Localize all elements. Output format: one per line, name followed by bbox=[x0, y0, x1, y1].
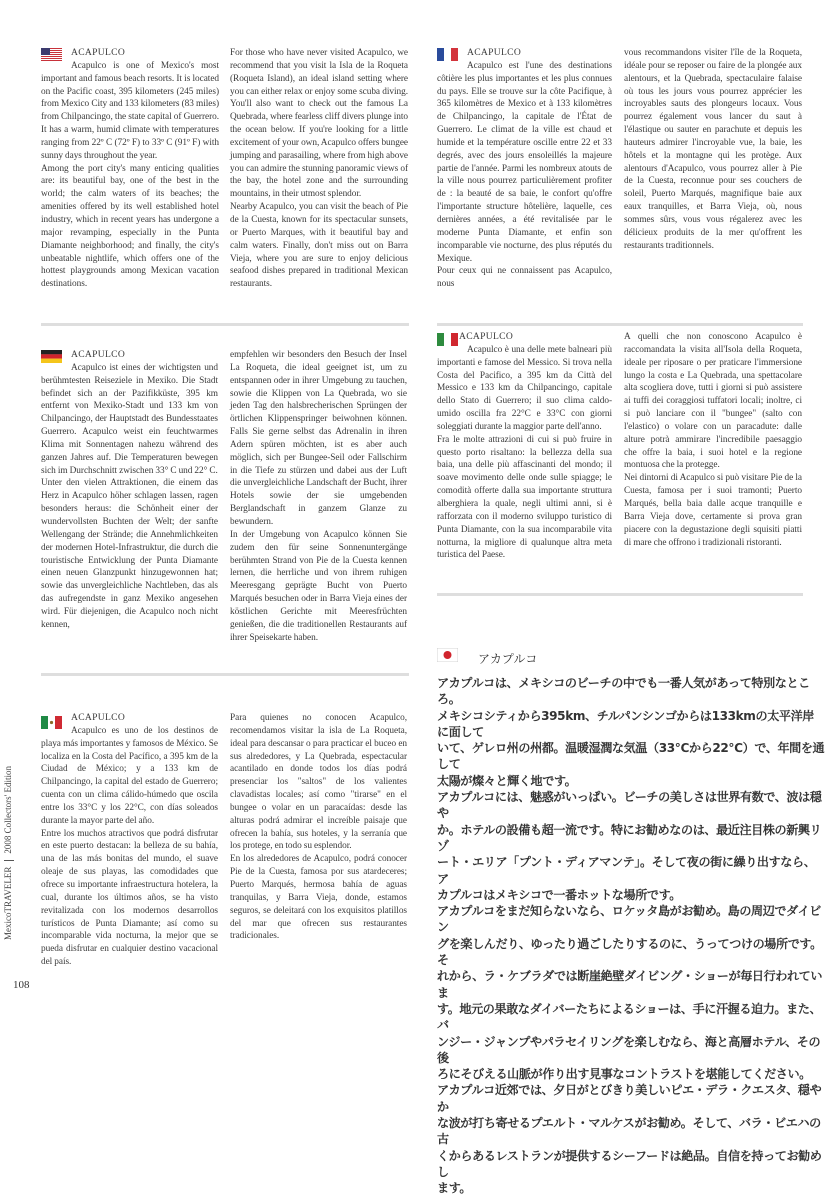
paragraph: Among the port city's many enticing qualities are: its beautiful bay, one of the best in the world; the calm waters of its beaches; the amenities offered by its well established hotel industry, which in recent years has undergone a major revamping, especially in the Punta Diamante neighborhood; and finally, the city's unbeatable nightlife, which offers one of the hottest playgrounds among Mexican vacation destinations. bbox=[41, 163, 219, 290]
divider bbox=[437, 593, 803, 596]
section-title: アカプルコ bbox=[478, 652, 538, 666]
text-line: アカプルコは、メキシコのビーチの中でも一番人気があって特別なところ。 bbox=[437, 676, 810, 707]
section-title: ACAPULCO bbox=[467, 47, 522, 58]
paragraph: Nearby Acapulco, you can visit the beach of Pie de la Cuesta, known for its spectacular sunsets, or Puerto Marques, with it beautiful bay and calm waters. Finally, don't miss out on Barra Vieja, where you are sure to enjoy delicious seafood dishes prepared in traditional Mexican restaurants. bbox=[230, 202, 408, 290]
french-column-2 bbox=[624, 47, 802, 253]
paragraph: Acapulco is one of Mexico's most important and famous beach resorts. It is located on the Pacific coast, 395 kilometers (245 miles) from Mexico City and 133 kilometers (83 miles) from Chilpancingo, the state capital of Guerrero. It has a warm, humid climate with temperatures ranging from 22º C (72º F) to 33º C (91º F) with sunny days throughout the year. bbox=[41, 60, 219, 161]
text-line: ンジー・ジャンプやパラセイリングを楽しむなら、海と高層ホテル、その後 bbox=[437, 1034, 821, 1065]
paragraph: A quelli che non conoscono Acapulco è raccomandata la visita all'Isola della Roqueta, ideale per riposare o per praticare l'immersione lungo la costa e La Quebrada, una spettacolare alta scogliera dove, tutti i giorni si può assistere ai tuffi dei coraggiosi tuffatori locali; inoltre, ci si può lanciare con il "bungee" (salto con l'elastico) o volare con un paracadute: dalle alture potrà ammirare l'incredibile paesaggio che offre la baia, i suoi hotel e la regione montuosa che la protegge. bbox=[624, 332, 802, 471]
text-line: な波が打ち寄せるプエルト・マルケスがお勧め。そして、バラ・ビエハの古 bbox=[437, 1116, 821, 1147]
italian-column-2 bbox=[624, 331, 802, 549]
japanese-text bbox=[437, 675, 825, 1197]
text-line: いて、ゲレロ州の州都。温暖湿潤な気温（33℃から22℃）で、年間を通して bbox=[437, 741, 825, 772]
paragraph: Entre los muchos atractivos que podrá disfrutar en este puerto destacan: la belleza de su bahía, una de las más bonitas del mundo, el suave oleaje de sus playas, las comodidades que ofrece su importante infraestructura hotelera, la cual, durante los últimos años, se ha visto revitalizada con los modernos desarrollos turísticos de Punta Diamante; así como su incomparable vida nocturna, la mejor que se pueda disfrutar en cualquier destino vacacional del país. bbox=[41, 828, 218, 968]
section-title: ACAPULCO bbox=[71, 349, 126, 360]
german-column-1 bbox=[41, 349, 218, 632]
section-title: ACAPULCO bbox=[71, 47, 126, 58]
paragraph: Unter den vielen Attraktionen, die einem das Herz in Acapulco höher schlagen lassen, ragen besonders heraus: die Schönheit einer der wundervollsten Buchten der Welt; der sanfte Wellengang der Strände; die Annehmlichkeiten der modernen Hotel-Infrastruktur, die durch die touristische Entwicklung der Punta Diamante einen neuen Glanzpunkt hinzugewonnen hat; sowie das unvergleichliche Nachtleben, das als das aufregendste in ganz Mexiko angesehen wird. Für diejenigen, die Acapulco noch nicht kennen, bbox=[41, 478, 218, 630]
paragraph: vous recommandons visiter l'île de la Roqueta, idéale pour se reposer ou faire de la plongée aux alentours, et la Quebrada, spectaculaire falaise où tous les jours vous pourrez apprécier les incroyables sauts des plongeurs locaux. Vous pourrez également vous lancer du saut à l'élastique ou sauter en parachute et depuis les hauteurs admirer l'incroyable vue, la baie, les hôtels et la montagne qui les protège. Aux alentours d'Acapulco, vous pourrez aller à Pie de la Cuesta, reconnue pour ses couchers de soleil, Puerto Marqués, magnifique baie aux eaux tranquilles, et Barra Vieja, où, nous sommes sûrs, vous vous régalerez avec les délicieux produits de la mer qu'offrent les restaurants traditionnels. bbox=[624, 48, 802, 251]
magazine-name: MexicoTRAVELER bbox=[3, 866, 13, 940]
japan-flag-icon bbox=[437, 648, 458, 662]
paragraph: Pour ceux qui ne connaissent pas Acapulco, nous bbox=[437, 266, 612, 290]
paragraph: Acapulco ist eines der wichtigsten und berühmtesten Reiseziele in Mexiko. Die Stadt befindet sich an der Pazifikküste, 395 km entfernt von Mexiko-Stadt und 133 km von Chilpancingo, der Hauptstadt des Bundesstaates Guerrero. Acapulco weist ein feuchtwarmes Klima mit Sonnentagen nahezu während des ganzen Jahres auf. Die Temperaturen bewegen sich im Durchschnitt zwischen 33° C und 22° C. bbox=[41, 362, 218, 476]
text-line: メキシコシティから395km、チルパンシンゴからは133kmの太平洋岸に面して bbox=[437, 708, 814, 739]
text-line: か。ホテルの設備も超一流です。特にお勧めなのは、最近注目株の新興リゾ bbox=[437, 822, 822, 853]
section-title: ACAPULCO bbox=[71, 712, 126, 723]
text-line: す。地元の果敢なダイバーたちによるショーは、手に汗握る迫力。また、バ bbox=[437, 1001, 822, 1033]
text-line: アカプルコには、魅惑がいっぱい。ビーチの美しさは世界有数で、波は穏や bbox=[437, 790, 822, 821]
text-line: ます。 bbox=[437, 1181, 472, 1196]
paragraph: Acapulco est l'une des destinations côtière les plus importantes et les plus connues du pays. Elle se trouve sur la côte Pacifique, à 365 kilomètres de Mexico et à 133 kilomètres de Chilpancingo, la capitale de l'État de Guerrero. Le climat de la ville est chaud et humide et la température oscille entre 22 et 33 degrés, avec des jours ensoleillés la majeure partie de l'année. Parmi les nombreux atouts de la ville nous pourrez particulièrement profiter de : la beauté de sa baie, le confort qu'offre l'importante structure hôtelière, laquelle, ces dernières années, a été revitalisée par le moderne Punta Diamante, et enfin son incomparable vie nocturne, des plus réputés du Mexique. bbox=[437, 60, 612, 264]
english-column-2 bbox=[230, 47, 408, 291]
paragraph: Para quienes no conocen Acapulco, recomendamos visitar la isla de La Roqueta, ideal para descansar o para practicar el buceo en sus alrededores, y La Quebrada, espectacular acantilado en donde todos los días podrá presenciar los "saltos" de los valientes clavadistas locales; así como "tirarse" en el bungee o volar en un paracaídas: desde las alturas podrá admirar el increíble paisaje que ofrecen la bahía, sus hoteles, y la serranía que los protege, en todo su esplendor. bbox=[230, 713, 407, 852]
text-line: カプルコはメキシコで一番ホットな場所です。 bbox=[437, 887, 681, 902]
spanish-column-2 bbox=[230, 712, 407, 943]
divider bbox=[41, 323, 409, 326]
text-line: アカプルコをまだ知らないなら、ロケッタ島がお勧め。島の周辺でダイビン bbox=[437, 904, 821, 935]
text-line: れから、ラ・ケブラダでは断崖絶壁ダイビング・ショーが毎日行われていま bbox=[437, 969, 823, 1000]
paragraph: In der Umgebung von Acapulco können Sie zudem den für seine Sonnenuntergänge berühmten Strand von Pie de la Cuesta kennen lernen, die herrliche und von ihrem ruhigen Meeresgang geprägte Bucht von Puerto Marqués besuchen oder in Barra Vieja eines der köstlichen Gerichte mit Meeresfrüchten genießen, die die traditionellen Restaurants auf ihrer Speisekarte haben. bbox=[230, 529, 407, 643]
section-title: ACAPULCO bbox=[459, 331, 514, 342]
english-column-1 bbox=[41, 47, 219, 291]
text-line: 太陽が燦々と輝く地です。 bbox=[437, 773, 577, 788]
french-column-1 bbox=[437, 47, 612, 291]
spanish-column-1 bbox=[41, 712, 218, 969]
paragraph: Acapulco è una delle mete balneari più importanti e famose del Messico. Si trova nella Costa del Pacifico, a 395 km da Città del Messico e 133 km da Chilpancingo, capitale dello Stato di Guerrero; il suo clima caldo-umido oscilla fra 22°C e 33°C con giorni soleggiati durante la maggior parte dell'anno. bbox=[437, 344, 612, 432]
text-line: ろにそびえる山脈が作り出す見事なコントラストを堪能してください。 bbox=[437, 1067, 811, 1082]
paragraph: Fra le molte attrazioni di cui si può fruire in questo porto risaltano: la bellezza della sua baia, una delle più affascinanti del mondo; il soave movimento delle onde sulle spiagge; le comodità offerte dalla sua importante struttura alberghiera la quale, negli ultimi anni, si è rafforzata con il moderno sviluppo turistico di Punta Diamante, con la sua incomparabile vita notturna, la migliore di qualunque altra meta turistica del Paese. bbox=[437, 434, 612, 561]
italian-column-1 bbox=[437, 331, 612, 562]
text-line: ート・エリア「プント・ディアマンテ」。そして夜の街に繰り出すなら、ア bbox=[437, 855, 816, 886]
page-number: 108 bbox=[13, 979, 30, 991]
paragraph: Acapulco es uno de los destinos de playa más importantes y famosos de México. Se localiza en la Costa del Pacífico, a 395 km de la Ciudad de México; y a 133 km de Chilpancingo, la capital del estado de Guerrero; cuenta con un clima cálido-húmedo que oscila entre los 33°C y los 22°C, con días soleados durante la mayor parte del año. bbox=[41, 725, 218, 826]
text-line: グを楽しんだり、ゆったり過ごしたりするのに、うってつけの場所です。そ bbox=[437, 936, 822, 968]
text-line: くからあるレストランが提供するシーフードは絶品。自信を持ってお勧めし bbox=[437, 1148, 822, 1179]
divider bbox=[41, 673, 409, 676]
divider bbox=[437, 323, 803, 326]
paragraph: Nei dintorni di Acapulco si può visitare Pie de la Cuesta, famosa per i suoi tramonti; Puerto Marqués, bella baia dalle acque tranquille e Barra Vieja dove, certamente si prova gran piacere con la degustazione degli squisiti piatti di mare che offrono i tradizionali ristoranti. bbox=[624, 473, 802, 548]
paragraph: empfehlen wir besonders den Besuch der Insel La Roqueta, die ideal geeignet ist, um zu entspannen oder in ihrer Umgebung zu tauchen, sowie die Klippen von La Quebrada, wo sie jeden Tag den halsbrecherischen Sprüngen der örtlichen Klippenspringer beiwohnen können. Falls Sie gerne selbst das Adrenalin in ihren Adern spüren möchten, ist es aber auch möglich, sich per Bungee-Seil oder Fallschirm in die Tiefe zu stürzen und dabei aus der Luft die unvergleichliche Landschaft der Bucht, ihrer Hotels sowie der sie umgebenden Berglandschaft in ganzem Glanze zu bewundern. bbox=[230, 350, 407, 527]
text-line: アカプルコ近郊では、夕日がとびきり美しいピエ・デラ・クエスタ、穏やか bbox=[437, 1083, 822, 1114]
german-column-2 bbox=[230, 349, 407, 644]
paragraph: En los alrededores de Acapulco, podrá conocer Pie de la Cuesta, famosa por sus atardeceres; Puerto Marqués, hermosa bahía de aguas tranquilas, y Barra Vieja, donde, estamos seguros, se deleitará con los exquisitos platillos del mar que ofrecen sus restaurantes tradicionales. bbox=[230, 854, 407, 942]
edition-label: 2008 Collectors' Edition bbox=[3, 766, 13, 854]
vertical-footer bbox=[3, 766, 14, 940]
footer-separator bbox=[4, 860, 14, 861]
paragraph: For those who have never visited Acapulco, we recommend that you visit la Isla de la Roqueta (Roqueta Island), an ideal island setting where you can either relax or enjoy some scuba diving. You'll also want to check out the famous La Quebrada, where fearless cliff divers plunge into the ocean below. If you're looking for a little excitement of your own, Acapulco offers bungee jumping and parasailing, where from high above you can admire the stunning panoramic views of the bay, the hotel zone and the surrounding mountains, in their utmost splendor. bbox=[230, 48, 408, 200]
